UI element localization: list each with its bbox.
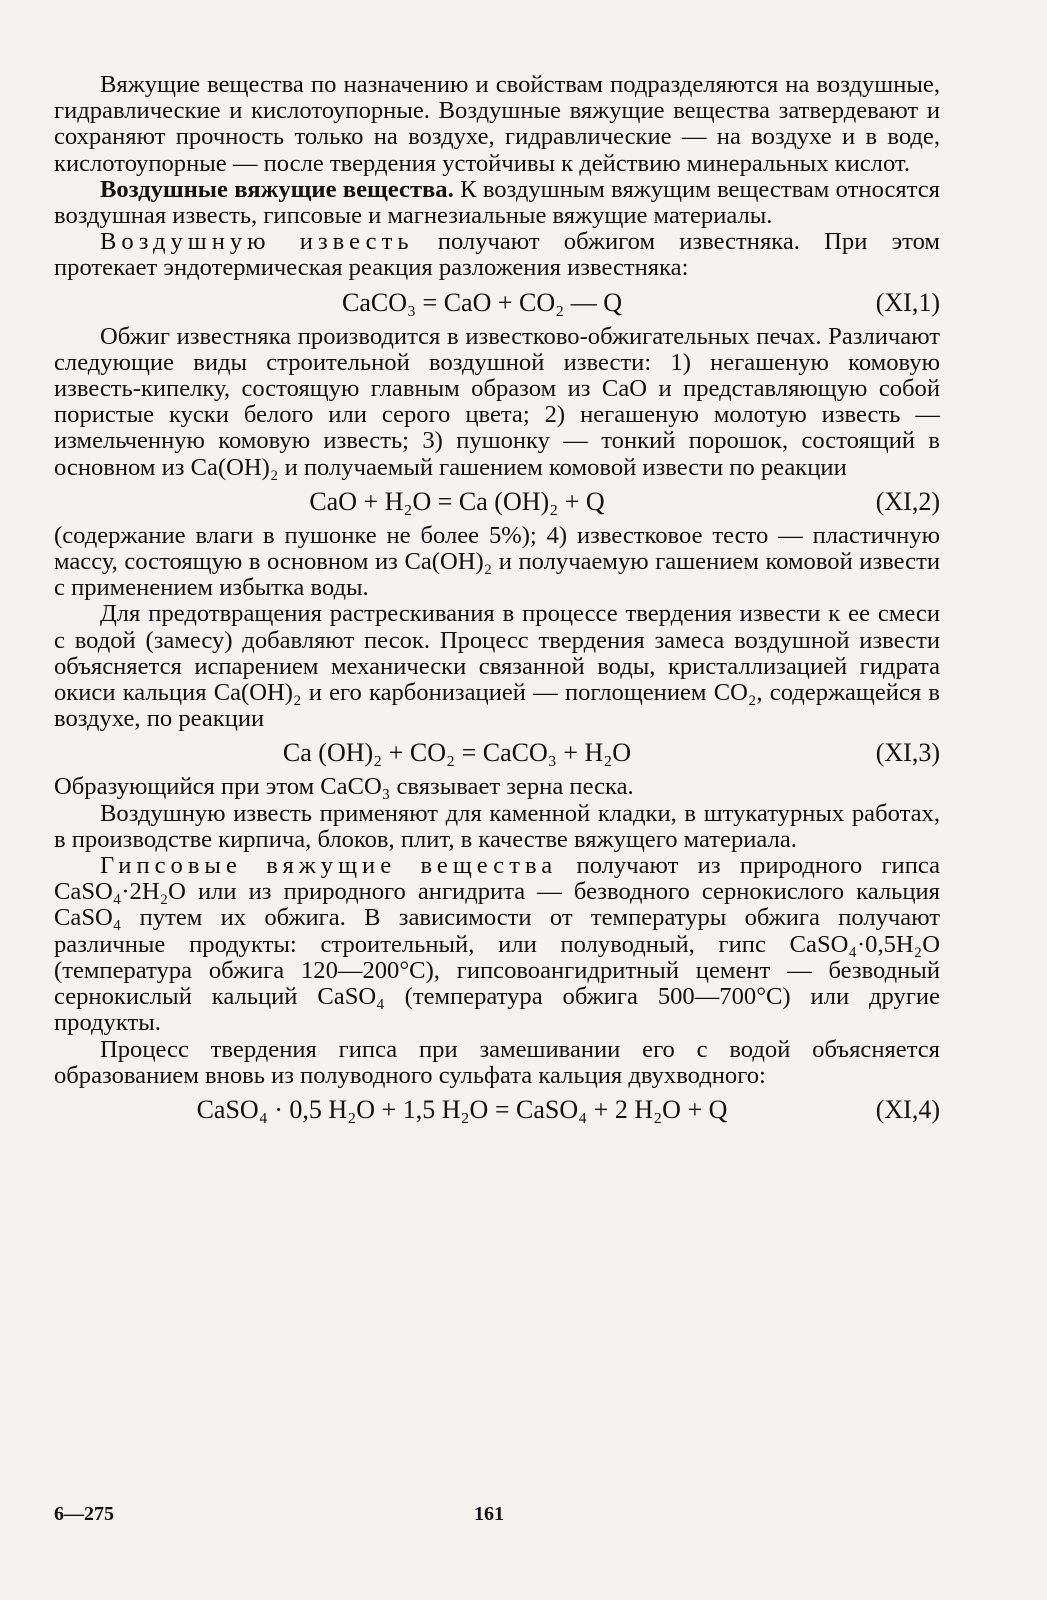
term-gypsum-binders: Гипсовые вяжущие вещества — [100, 852, 558, 880]
paragraph-lime-uses: Воздушную известь применяют для каменной кладки, в штукатурных работах, в производстве кирпича, блоков, плит, в качестве вяжущего материала. — [54, 799, 940, 853]
paragraph-gypsum-text: получают из природного гипса CaSO₄·2H₂O или из природного ангидрита — безводного сернокислого кальция CaSO₄ путем их обжига. В зависимости от температуры обжига получают различные продукты: строительный, или полуводный, гипс CaSO₄·0,5H₂O (температура обжига 120—200°C), гипсовоангидритный цемент — безводный сернокислый кальций CaSO₄ (температура обжига 500—700°C) или другие продукты. — [54, 852, 941, 1037]
equation-number: (XI,4) — [875, 1094, 940, 1124]
paragraph-lime-types: Обжиг известняка производится в известково-обжигательных печах. Различают следующие виды строительной воздушной извести: 1) негашеную комовую известь-кипелку, состоящую главным образом из CaO и представляющую собой пористые куски белого или серого цвета; 2) негашеную молотую известь — измельченную комовую известь; 3) пушонку — тонкий порошок, состоящий в основном из Ca(OH)₂ и получаемый гашением комовой извести по реакции — [54, 322, 940, 481]
equation-number: (XI,3) — [875, 738, 940, 768]
equation-formula: CaSO₄ · 0,5 H₂O + 1,5 H₂O = CaSO₄ + 2 H₂O + Q — [196, 1094, 728, 1124]
equation-formula: Ca (OH)₂ + CO₂ = CaCO₃ + H₂O — [282, 738, 632, 768]
equation-xi-3 — [54, 732, 940, 774]
paragraph-lime-paste: (содержание влаги в пушонке не более 5%); 4) известковое тесто — пластичную массу, состоящую в основном из Ca(OH)₂ и получаемую гашением комовой извести с применением избытка воды. — [54, 521, 940, 602]
paragraph-air-lime-text: получают обжигом известняка. При этом протекает эндотермическая реакция разложения известняка: — [54, 228, 940, 282]
equation-formula: CaO + H₂O = Ca (OH)₂ + Q — [309, 486, 605, 516]
equation-number: (XI,2) — [875, 486, 940, 516]
page-number: 161 — [474, 1503, 504, 1525]
page-footer — [54, 1503, 940, 1533]
paragraph-gypsum — [54, 853, 940, 1036]
paragraph-gypsum-hardening: Процесс твердения гипса при замешивании его с водой объясняется образованием вновь из полуводного сульфата кальция двухводного: — [54, 1035, 940, 1089]
term-air-lime: Воздушную известь — [100, 228, 414, 256]
paragraph-air-lime — [54, 229, 940, 281]
body-text — [54, 72, 940, 1131]
equation-xi-1 — [54, 282, 940, 324]
paragraph-air-binders-text: К воздушным вяжущим веществам относятся воздушная известь, гипсовые и магнезиальные вяжущие материалы. — [54, 175, 940, 230]
equation-number: (XI,1) — [875, 287, 940, 317]
equation-formula: CaCO₃ = CaO + CO₂ — Q — [341, 287, 622, 317]
printer-signature: 6—275 — [54, 1503, 114, 1525]
paragraph-caco3: Образующийся при этом CaCO₃ связывает зерна песка. — [54, 773, 634, 801]
section-heading-air-binders: Воздушные вяжущие вещества. — [100, 175, 454, 203]
equation-xi-2 — [54, 481, 940, 523]
paragraph-hardening: Для предотвращения растрескивания в процессе твердения извести к ее смеси с водой (замесу) добавляют песок. Процесс твердения замеса воздушной извести объясняется испарением механически связанной воды, кристаллизацией гидрата окиси кальция Ca(OH)₂ и его карбонизацией — поглощением CO₂, содержащейся в воздухе, по реакции — [54, 600, 940, 733]
paragraph-air-binders — [54, 177, 940, 229]
equation-xi-4 — [54, 1089, 940, 1131]
paragraph-binder-classification: Вяжущие вещества по назначению и свойствам подразделяются на воздушные, гидравлические и кислотоупорные. Воздушные вяжущие вещества затвердевают и сохраняют прочность только на воздухе, гидравлические — на воздухе и в воде, кислотоупорные — после твердения устойчивы к действию минеральных кислот. — [54, 71, 940, 177]
